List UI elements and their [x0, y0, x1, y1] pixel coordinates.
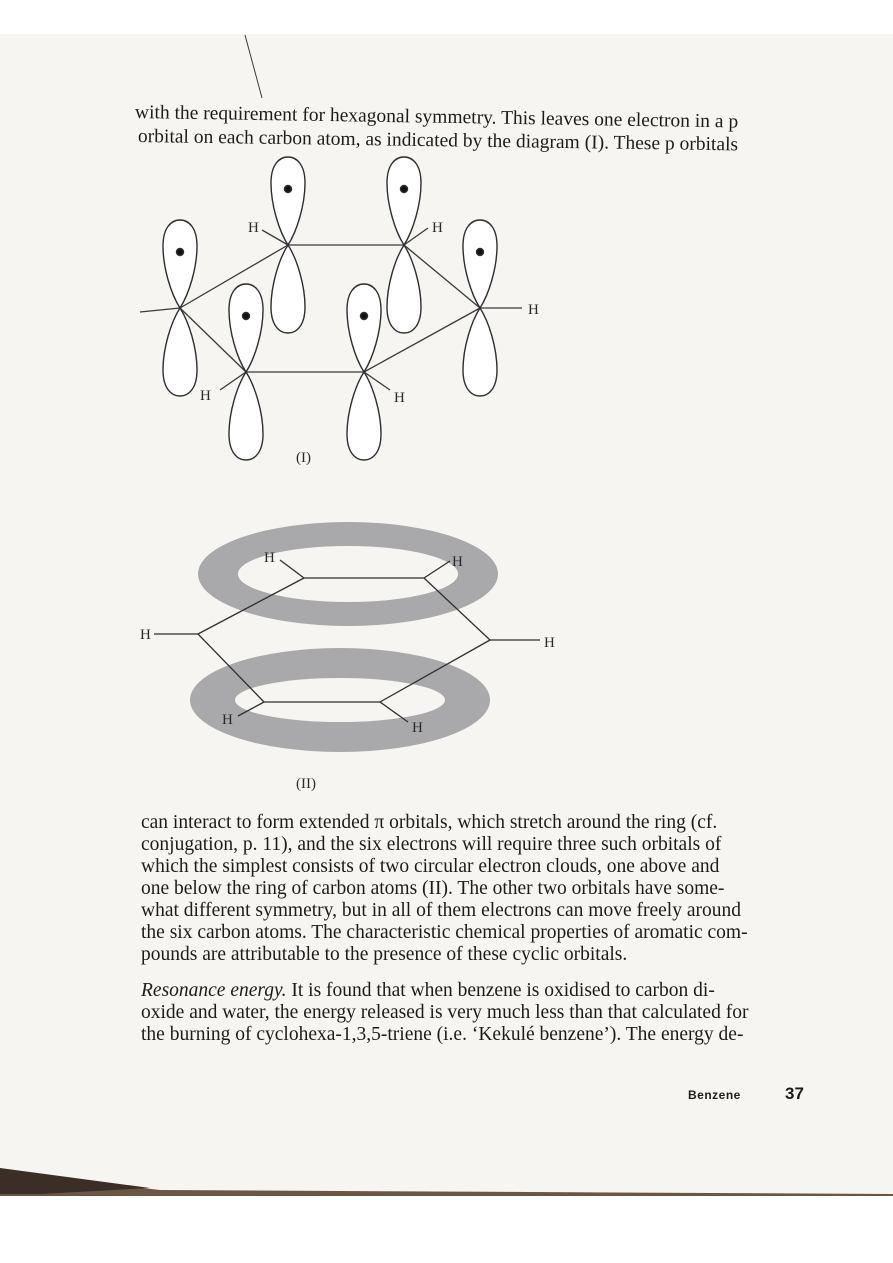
text-line: with the requirement for hexagonal symmetry. This leaves one electron in a p [134, 102, 739, 133]
hydrogen-label: H [544, 635, 555, 651]
text-run: It is found that when benzene is oxidised to carbon di- [286, 980, 715, 1001]
hydrogen-label: H [140, 627, 151, 643]
page-bottom-edge [0, 1160, 893, 1263]
hydrogen-label: H [200, 388, 211, 404]
hydrogen-label: H [452, 554, 463, 570]
lower-electron-cloud [190, 648, 490, 752]
hydrogen-label: H [264, 550, 275, 566]
text-line: pounds are attributable to the presence of these cyclic orbitals. [141, 944, 628, 965]
figure-caption: (II) [296, 776, 316, 792]
text-line: which the simplest consists of two circular electron clouds, one above and [141, 856, 720, 877]
text-line: can interact to form extended π orbitals, which stretch around the ring (cf. [141, 812, 718, 833]
hydrogen-label: H [528, 302, 539, 318]
figure-caption: (I) [296, 450, 311, 466]
text-line: one below the ring of carbon atoms (II). The other two orbitals have some- [141, 878, 725, 899]
hydrogen-label: H [394, 390, 405, 406]
text-line: orbital on each carbon atom, as indicated by the diagram (I). These p orbitals [137, 126, 739, 156]
hydrogen-label: H [432, 220, 443, 236]
running-footer-title: Benzene [688, 1088, 741, 1102]
text-line: the six carbon atoms. The characteristic chemical properties of aromatic com- [141, 922, 748, 943]
resonance-heading-line [141, 980, 715, 1002]
text-line: oxide and water, the energy released is very much less than that calculated for [141, 1002, 749, 1023]
hydrogen-label: H [222, 712, 233, 728]
hydrogen-label: H [412, 720, 423, 736]
hydrogen-label: H [248, 220, 259, 236]
text-line: conjugation, p. 11), and the six electrons will require three such orbitals of [141, 834, 722, 855]
section-heading: Resonance energy. [141, 980, 287, 1001]
text-line: what different symmetry, but in all of them electrons can move freely around [141, 900, 741, 921]
page-number: 37 [785, 1084, 804, 1103]
text-line: the burning of cyclohexa-1,3,5-triene (i.e. ‘Kekulé benzene’). The energy de- [141, 1024, 744, 1045]
